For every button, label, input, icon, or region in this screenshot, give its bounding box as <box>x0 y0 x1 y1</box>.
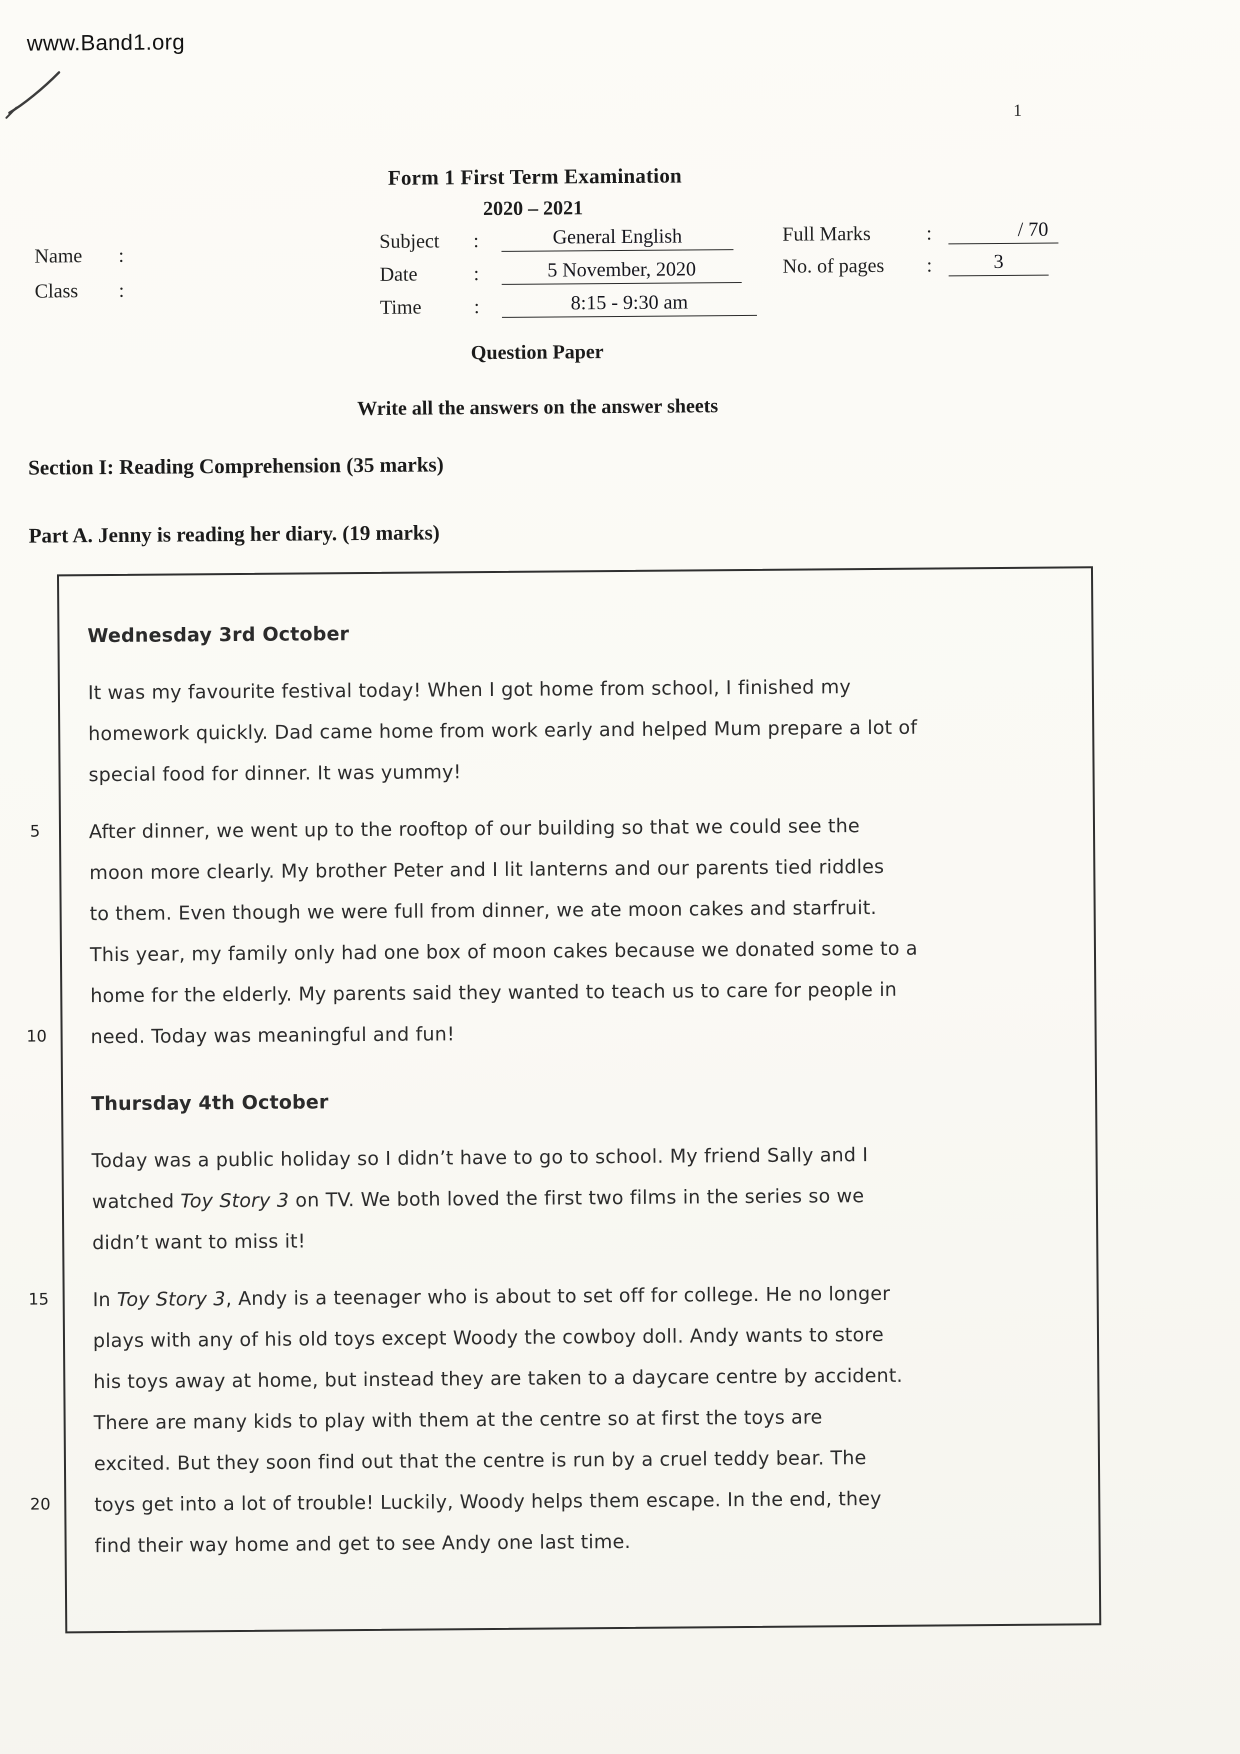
time-value: 8:15 - 9:30 am <box>502 291 757 318</box>
name-label: Name <box>34 245 83 268</box>
diary-text: watched <box>91 1190 181 1214</box>
date-label: Date <box>379 263 418 286</box>
class-colon: : <box>118 279 125 302</box>
date-colon: : <box>473 263 480 286</box>
diary-text-line <box>94 1519 1068 1568</box>
time-colon: : <box>473 296 480 319</box>
diary-text: Wednesday 3rd October <box>87 623 350 648</box>
diary-text: moon more clearly. My brother Peter and I lit lanterns and our parents tied riddles <box>89 855 885 885</box>
diary-text-line <box>88 707 1062 756</box>
exam-year: 2020 – 2021 <box>483 197 584 221</box>
line-number-label: 15 <box>28 1289 49 1309</box>
diary-italic-text: Toy Story 3 <box>180 1189 290 1213</box>
part-heading: Part A. Jenny is reading her diary. (19 marks) <box>28 520 440 548</box>
diary-passage-box <box>57 566 1101 1633</box>
watermark-text: www.Band1.org <box>26 29 185 56</box>
diary-text: on TV. We both loved the first two films in the series so we <box>289 1185 865 1212</box>
line-number-label: 5 <box>29 821 41 841</box>
diary-text: plays with any of his old toys except Woody the cowboy doll. Andy wants to store <box>92 1323 884 1353</box>
diary-text: didn’t want to miss it! <box>92 1230 306 1255</box>
diary-heading <box>87 609 1061 658</box>
diary-paragraph <box>89 805 1065 1059</box>
diary-text: special food for dinner. It was yummy! <box>88 761 462 787</box>
diary-text: This year, my family only had one box of moon cakes because we donated some to a <box>89 937 918 967</box>
exam-title: Form 1 First Term Examination <box>387 163 682 190</box>
diary-text-line <box>92 1216 1066 1265</box>
subject-colon: : <box>473 230 480 253</box>
subject-value: General English <box>501 225 733 252</box>
full-marks-value: / 70 <box>948 219 1058 245</box>
line-number-label: 10 <box>26 1026 47 1046</box>
diary-text-line <box>88 748 1062 797</box>
diary-text: need. Today was meaningful and fun! <box>90 1023 455 1049</box>
line-number-label: 20 <box>30 1494 51 1514</box>
diary-paragraph <box>88 666 1063 797</box>
page-number: 1 <box>1013 100 1022 120</box>
diary-text: toys get into a lot of trouble! Luckily, Woody helps them escape. In the end, they <box>94 1487 882 1517</box>
pages-label: No. of pages <box>782 254 885 278</box>
diary-text-line <box>90 1010 1064 1059</box>
time-label: Time <box>379 296 422 319</box>
diary-text: find their way home and get to see Andy one last time. <box>94 1530 631 1558</box>
diary-text: excited. But they soon find out that the centre is run by a cruel teddy bear. The <box>93 1447 867 1476</box>
pages-value: 3 <box>948 251 1048 277</box>
diary-text: , Andy is a teenager who is about to set off for college. He no longer <box>225 1282 891 1311</box>
diary-text: home for the elderly. My parents said they wanted to teach us to care for people in <box>90 978 898 1008</box>
subject-label: Subject <box>379 230 440 253</box>
instruction-line: Write all the answers on the answer sheets <box>357 395 719 421</box>
diary-text: After dinner, we went up to the rooftop of our building so that we could see the <box>88 815 860 844</box>
diary-italic-text: Toy Story 3 <box>116 1288 226 1311</box>
diary-paragraph <box>93 1273 1069 1568</box>
diary-text: Today was a public holiday so I didn’t have to go to school. My friend Sally and I <box>91 1144 869 1173</box>
diary-text: to them. Even though we were full from dinner, we ate moon cakes and starfruit. <box>89 896 877 926</box>
diary-text: There are many kids to play with them at the centre so at first the toys are <box>93 1406 823 1435</box>
name-colon: : <box>118 244 125 267</box>
diary-text: homework quickly. Dad came home from work early and helped Mum prepare a lot of <box>88 716 918 746</box>
full-marks-label: Full Marks <box>782 223 871 246</box>
diary-text: Thursday 4th October <box>91 1091 329 1116</box>
pages-colon: : <box>926 254 933 277</box>
diary-text: It was my favourite festival today! When I got home from school, I finished my <box>87 676 851 705</box>
diary-paragraph <box>91 1134 1066 1265</box>
paper-type-heading: Question Paper <box>470 341 604 365</box>
date-value: 5 November, 2020 <box>502 258 742 285</box>
diary-text: his toys away at home, but instead they are taken to a daycare centre by accident. <box>93 1364 903 1394</box>
class-label: Class <box>34 280 79 303</box>
section-heading: Section I: Reading Comprehension (35 marks) <box>28 452 444 480</box>
diary-heading <box>91 1077 1065 1126</box>
diary-text: In <box>92 1288 118 1312</box>
full-marks-colon: : <box>926 222 932 245</box>
